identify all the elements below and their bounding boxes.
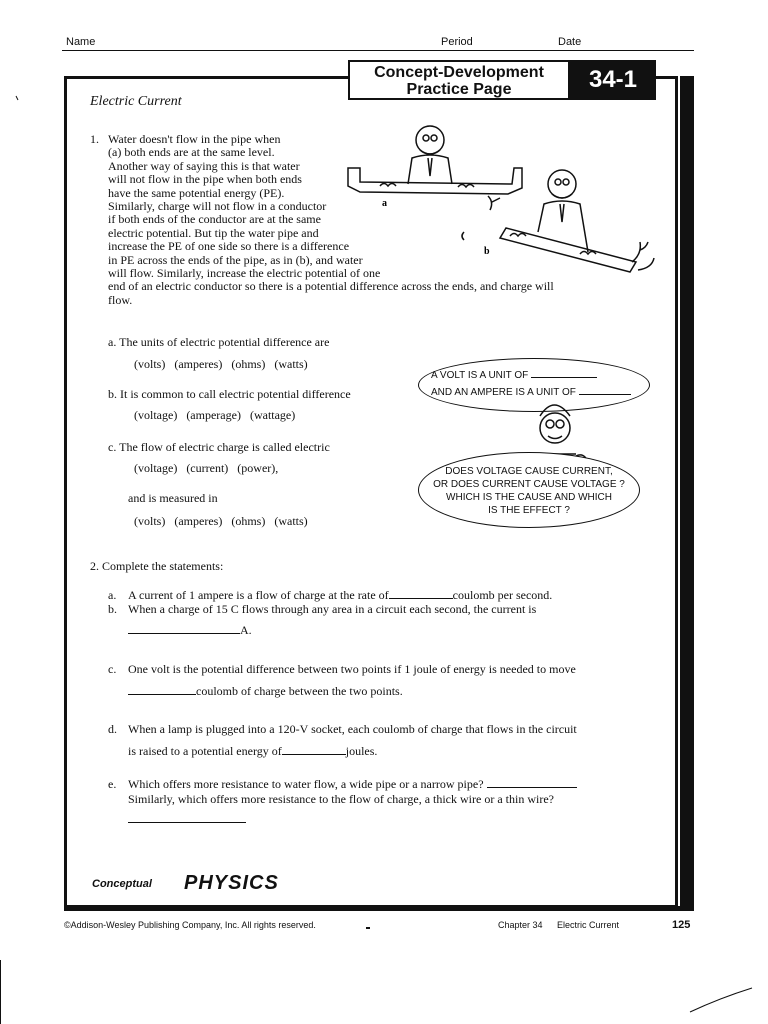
q2a-line: A current of 1 ampere is a flow of charge at the rate of coulomb per second. bbox=[128, 588, 553, 602]
option-current[interactable]: (current) bbox=[186, 461, 229, 475]
q2d-letter: d. bbox=[108, 722, 117, 736]
option-volts[interactable]: (volts) bbox=[134, 357, 166, 371]
title-line2: Practice Page bbox=[406, 81, 512, 98]
q1-line: Another way of saying this is that water bbox=[108, 158, 300, 173]
q1a-text: a. The units of electric potential difference are bbox=[108, 335, 330, 349]
bubble-bottom-line3: WHICH IS THE CAUSE AND WHICH bbox=[446, 492, 612, 503]
option-amperes[interactable]: (amperes) bbox=[174, 357, 223, 371]
q1c-text: c. The flow of electric charge is called electric bbox=[108, 440, 330, 454]
q1-line: (a) both ends are at the same level. bbox=[108, 145, 275, 160]
bubble-top-line1: A VOLT IS A UNIT OF bbox=[431, 367, 649, 384]
date-label: Date bbox=[558, 36, 582, 48]
q2e-line1: Which offers more resistance to water flow, a wide pipe or a narrow pipe? bbox=[128, 778, 577, 791]
q2c-answer: coulomb of charge between the two points. bbox=[128, 685, 403, 698]
option-voltage[interactable]: (voltage) bbox=[134, 461, 178, 475]
q2e-letter: e. bbox=[108, 777, 117, 791]
option-wattage[interactable]: (wattage) bbox=[249, 408, 296, 422]
period-label: Period bbox=[441, 36, 473, 48]
q2d-text: When a lamp is plugged into a 120-V socket, each coulomb of charge that flows in the circuit bbox=[128, 722, 577, 736]
option-volts[interactable]: (volts) bbox=[134, 514, 166, 528]
footer-chapter-title: Electric Current bbox=[557, 920, 620, 930]
q2b-answer: A. bbox=[128, 624, 252, 637]
q2e-text2: Similarly, which offers more resistance to the flow of charge, a thick wire or a thin wire? bbox=[128, 792, 554, 806]
option-watts[interactable]: (watts) bbox=[274, 514, 308, 528]
q1-line: will not flow in the pipe when both ends bbox=[108, 172, 302, 187]
q1-line: Water doesn't flow in the pipe when bbox=[108, 132, 281, 146]
q1-number: 1. bbox=[90, 132, 99, 146]
q2b-text: When a charge of 15 C flows through any area in a circuit each second, the current is bbox=[128, 602, 537, 616]
q1-line: will flow. Similarly, increase the electric potential of one bbox=[108, 266, 381, 281]
copyright-text: ©Addison-Wesley Publishing Company, Inc. All rights reserved. bbox=[64, 920, 316, 930]
q1c-measured: and is measured in bbox=[128, 491, 218, 505]
bubble-bottom-line4: IS THE EFFECT ? bbox=[488, 505, 570, 516]
q1-line: in PE across the ends of the pipe, as in (b), and water bbox=[108, 252, 363, 267]
q1-line: increase the PE of one side so there is a difference bbox=[108, 239, 350, 254]
q2c-letter: c. bbox=[108, 662, 117, 676]
bubble-bottom-line2: OR DOES CURRENT CAUSE VOLTAGE ? bbox=[433, 479, 625, 490]
q1-line: end of an electric conductor so there is a potential difference across the ends, and charge will bbox=[108, 279, 554, 294]
title-line1: Concept-Development bbox=[374, 64, 544, 81]
option-ohms[interactable]: (ohms) bbox=[231, 514, 266, 528]
q1b-text: b. It is common to call electric potential difference bbox=[108, 387, 351, 401]
bubble-bottom-line1: DOES VOLTAGE CAUSE CURRENT, bbox=[445, 466, 613, 477]
option-amperage[interactable]: (amperage) bbox=[186, 408, 241, 422]
option-power[interactable]: (power), bbox=[237, 461, 279, 475]
logo-physics: PHYSICS bbox=[184, 872, 279, 894]
option-amperes[interactable]: (amperes) bbox=[174, 514, 223, 528]
q1-line: if both ends of the conductor are at the same bbox=[108, 212, 321, 227]
q1-line: electric potential. But tip the water pipe and bbox=[108, 225, 319, 240]
q2a-letter: a. bbox=[108, 588, 117, 602]
label-b: b bbox=[484, 246, 490, 257]
name-label: Name bbox=[66, 36, 96, 48]
label-a: a bbox=[382, 198, 387, 209]
option-ohms[interactable]: (ohms) bbox=[231, 357, 266, 371]
option-voltage[interactable]: (voltage) bbox=[134, 408, 178, 422]
q2c-text: One volt is the potential difference between two points if 1 joule of energy is needed to move bbox=[128, 662, 576, 676]
q1-line: flow. bbox=[108, 292, 133, 307]
q1-line: have the same potential energy (PE). bbox=[108, 185, 285, 200]
option-watts[interactable]: (watts) bbox=[274, 357, 308, 371]
section-title: Electric Current bbox=[90, 94, 182, 109]
footer-chapter: Chapter 34 bbox=[498, 920, 543, 930]
q2b-letter: b. bbox=[108, 602, 117, 616]
page-badge: 34-1 bbox=[570, 60, 656, 100]
q2-heading: 2. Complete the statements: bbox=[90, 559, 224, 573]
q2d-answer: is raised to a potential energy of joules. bbox=[128, 744, 378, 758]
bubble-top-line2: AND AN AMPERE IS A UNIT OF bbox=[431, 384, 649, 401]
logo-conceptual: Conceptual bbox=[92, 878, 152, 890]
page-number: 125 bbox=[672, 919, 691, 931]
q1-line: Similarly, charge will not flow in a conductor bbox=[108, 199, 327, 214]
